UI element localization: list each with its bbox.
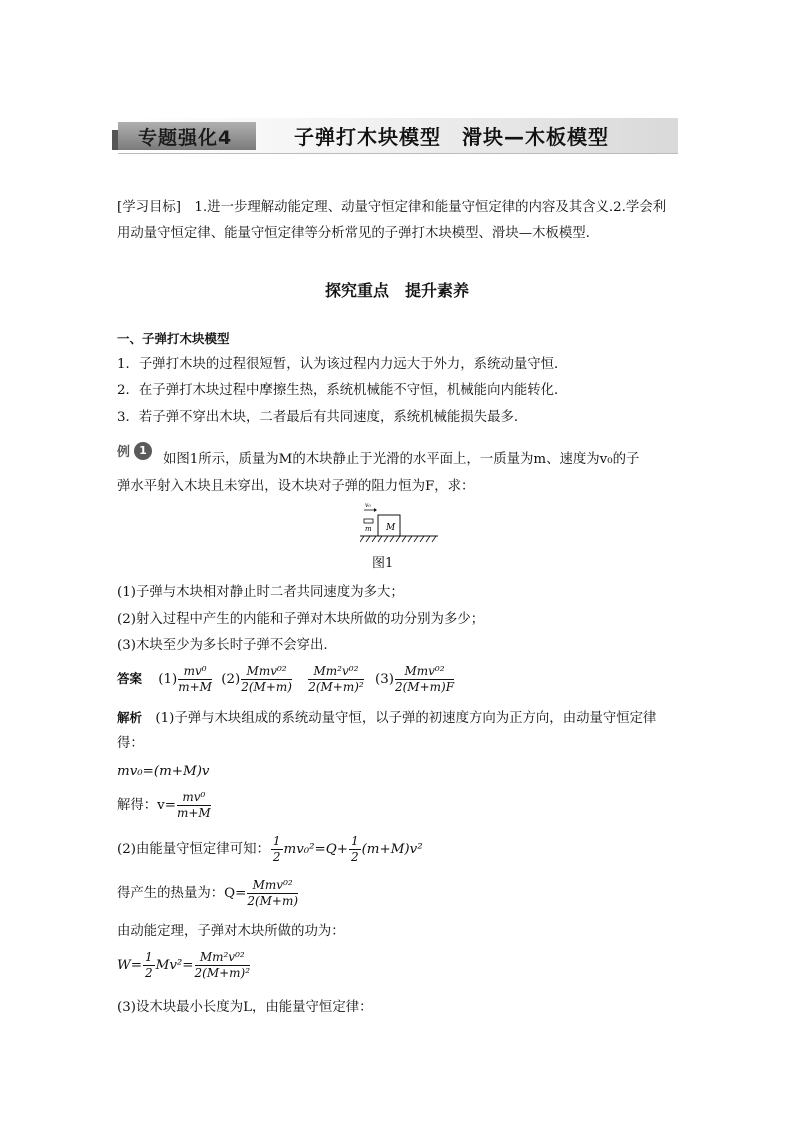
answer-frac-1-num: mv⁰ xyxy=(178,664,212,680)
work-line xyxy=(117,950,251,981)
part1-point-1: 1．子弹打木块的过程很短暂，认为该过程内力远大于外力，系统动量守恒． xyxy=(117,357,568,372)
heat-line xyxy=(117,878,299,909)
work-b: Mv²= xyxy=(155,958,194,973)
answer-label: 答案 xyxy=(117,671,143,686)
analysis-line-1 xyxy=(117,708,656,729)
answer-frac-3-num: Mm²v⁰² xyxy=(308,664,364,680)
part1-point-3: 3．若子弹不穿出木块，二者最后有共同速度，系统机械能损失最多． xyxy=(117,410,528,425)
answer-frac-1-den: m+M xyxy=(178,680,212,694)
energy-line xyxy=(117,834,423,865)
part1-title: 一、子弹打木块模型 xyxy=(117,331,230,346)
half-frac-2-num: 1 xyxy=(350,834,359,848)
work-a: W= xyxy=(117,958,142,973)
half-frac-3-num: 1 xyxy=(144,950,153,964)
answer-part-2: (2) xyxy=(221,672,241,687)
block-label: M xyxy=(386,523,396,533)
answer-frac-3-den: 2(M+m)² xyxy=(308,680,364,694)
answer-frac-4-num: Mmv⁰² xyxy=(395,664,454,680)
heat-frac xyxy=(247,878,298,909)
answer-frac-2-den: 2(M+m) xyxy=(241,680,292,694)
question-3: (3)木块至少为多长时子弹不会穿出. xyxy=(117,638,328,653)
analysis-text-1: (1)子弹与木块组成的系统动量守恒，以子弹的初速度方向为正方向，由动量守恒定律 xyxy=(155,711,657,726)
work-frac-num: Mm²v⁰² xyxy=(195,950,251,966)
solve-label: 解得：v= xyxy=(117,798,176,813)
objectives-line-1: [学习目标] 1.进一步理解动能定理、动量守恒定律和能量守恒定律的内容及其含义.2.学会利 xyxy=(117,200,667,215)
example-text-1: 如图1所示，质量为M的木块静止于光滑的水平面上，一质量为m、速度为v₀的子 xyxy=(163,452,640,467)
answer-frac-3 xyxy=(308,664,364,695)
heat-frac-num: Mmv⁰² xyxy=(247,878,298,894)
half-frac-1-den: 2 xyxy=(272,850,281,864)
example-badge xyxy=(117,441,155,461)
header-tag-text: 专题强化4 xyxy=(138,127,233,149)
analysis-label: 解析 xyxy=(117,710,143,725)
half-frac-2 xyxy=(349,834,361,865)
work-intro: 由动能定理，子弹对木块所做的功为： xyxy=(117,924,345,939)
example-text-2: 弹水平射入木块且未穿出，设木块对子弹的阻力恒为F，求： xyxy=(117,479,475,494)
objectives-line-2: 用动量守恒定律、能量守恒定律等分析常见的子弹打木块模型、滑块—木板模型. xyxy=(117,226,590,241)
example-label: 例 xyxy=(117,445,131,460)
answer-frac-1 xyxy=(178,664,212,695)
bullet-block-diagram xyxy=(360,500,440,548)
half-frac-1 xyxy=(271,834,283,865)
solve-frac-den: m+M xyxy=(176,806,211,820)
figure-caption: 图1 xyxy=(372,556,394,571)
momentum-equation: mv₀=(m+M)v xyxy=(117,764,210,779)
energy-label: (2)由能量守恒定律可知： xyxy=(117,842,270,857)
half-frac-3-den: 2 xyxy=(144,966,153,980)
example-number: 1 xyxy=(134,442,152,460)
solve-frac xyxy=(177,790,211,821)
solve-frac-num: mv⁰ xyxy=(177,790,211,806)
energy-eq-a: mv₀²=Q+ xyxy=(283,842,348,857)
figure-1 xyxy=(360,500,440,548)
bullet-label: m xyxy=(365,525,372,533)
heat-label: 得产生的热量为：Q= xyxy=(117,886,247,901)
half-frac-3 xyxy=(143,950,155,981)
answer-frac-4-den: 2(M+m)F xyxy=(394,680,455,694)
question-2: (2)射入过程中产生的内能和子弹对木块所做的功分别为多少； xyxy=(117,612,485,627)
heat-frac-den: 2(M+m) xyxy=(247,894,299,908)
answer-line xyxy=(117,664,455,695)
solve-line xyxy=(117,790,212,821)
chapter-header xyxy=(118,118,678,154)
energy-eq-b: (m+M)v² xyxy=(361,842,423,857)
part1-point-2: 2．在子弹打木块过程中摩擦生热，系统机械能不守恒，机械能向内能转化． xyxy=(117,383,568,398)
half-frac-1-num: 1 xyxy=(272,834,281,848)
half-frac-2-den: 2 xyxy=(350,850,359,864)
velocity-label: v₀ xyxy=(365,502,371,509)
header-rule xyxy=(118,153,678,154)
question-1: (1)子弹与木块相对静止时二者共同速度为多大； xyxy=(117,585,404,600)
answer-frac-2 xyxy=(241,664,292,695)
work-frac-den: 2(M+m)² xyxy=(194,966,251,980)
answer-frac-2-num: Mmv⁰² xyxy=(241,664,292,680)
header-tag xyxy=(118,122,256,150)
answer-part-3: (3) xyxy=(375,672,394,687)
answer-part-1: (1) xyxy=(158,672,178,687)
answer-frac-4 xyxy=(395,664,454,695)
part3-line: (3)设木块最小长度为L，由能量守恒定律： xyxy=(117,1000,373,1015)
section-heading: 探究重点 提升素养 xyxy=(324,281,469,300)
work-frac xyxy=(195,950,251,981)
header-title: 子弹打木块模型 滑块—木板模型 xyxy=(294,125,609,149)
analysis-line-2: 得： xyxy=(117,736,144,751)
